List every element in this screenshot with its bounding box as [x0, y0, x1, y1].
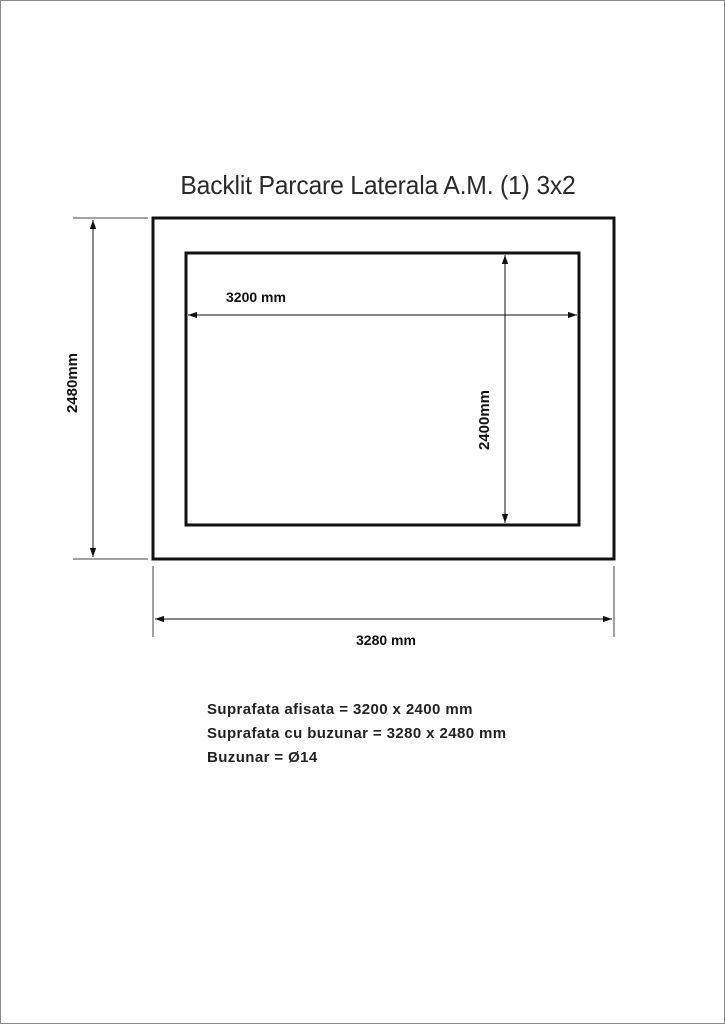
- outer-width-label: 3280 mm: [356, 632, 416, 648]
- inner-height-label: 2400mm: [476, 389, 493, 451]
- drawing-title: Backlit Parcare Laterala A.M. (1) 3x2: [180, 170, 576, 200]
- outer-height-label: 2480mm: [64, 352, 81, 414]
- outer-frame: [153, 218, 614, 559]
- outer-width-dimension: [153, 566, 614, 637]
- note-pocket-area: Suprafata cu buzunar = 3280 x 2480 mm: [207, 725, 507, 742]
- note-display-area: Suprafata afisata = 3200 x 2400 mm: [207, 701, 473, 718]
- specification-notes: [207, 698, 507, 770]
- outer-height-dimension: [73, 218, 148, 559]
- note-pocket-diameter: Buzunar = Ø14: [207, 749, 318, 766]
- inner-width-label: 3200 mm: [226, 289, 286, 305]
